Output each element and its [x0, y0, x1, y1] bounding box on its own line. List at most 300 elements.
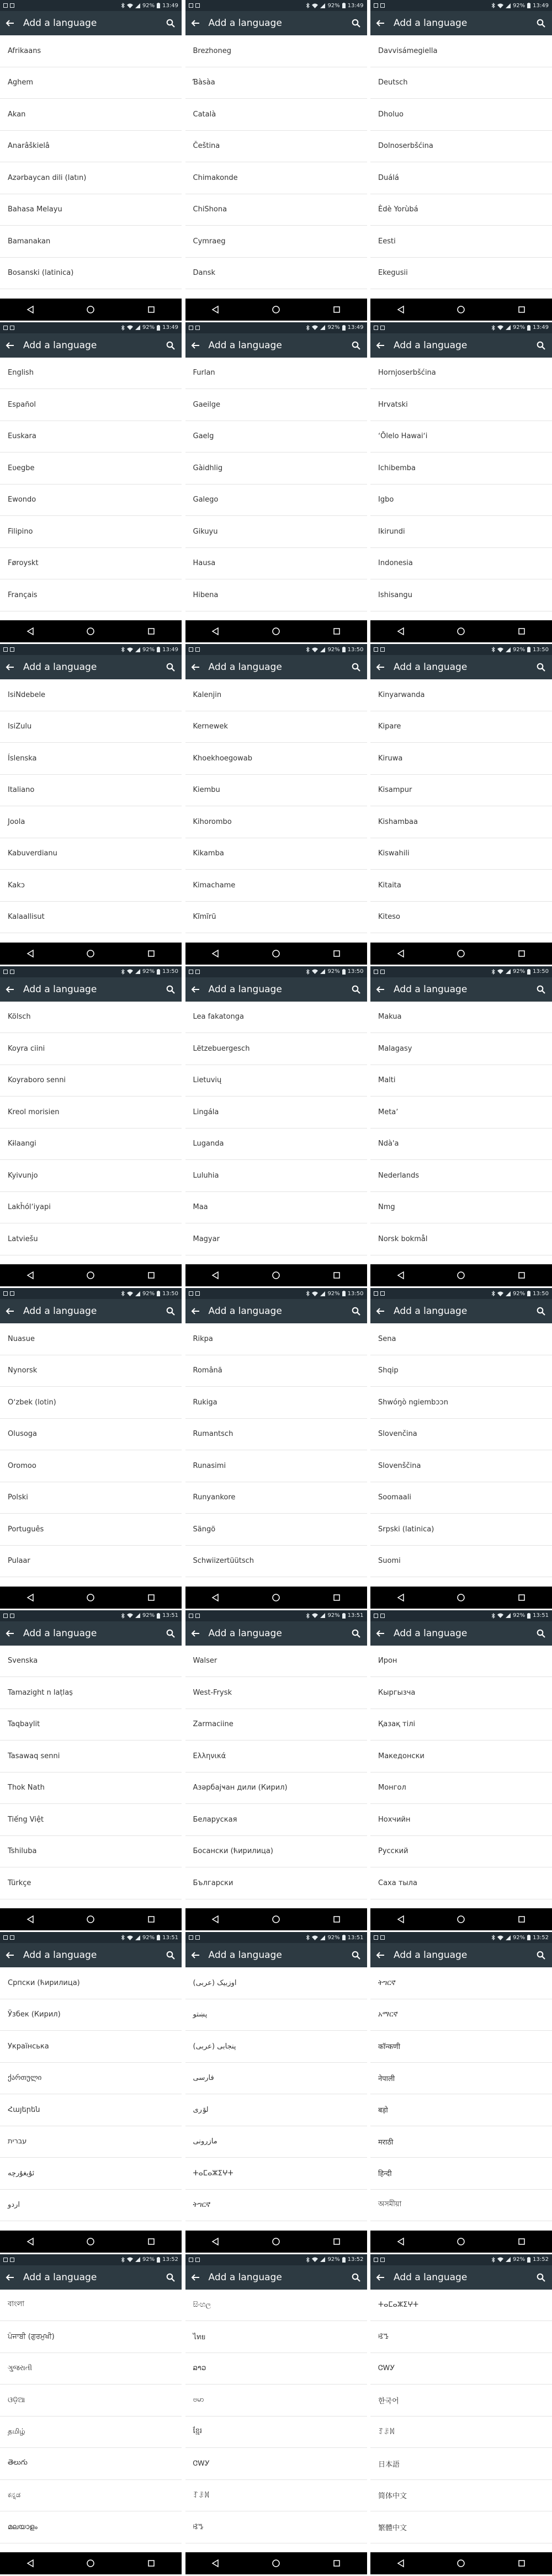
language-item[interactable]: Čeština — [185, 131, 367, 163]
language-item[interactable]: West-Frysk — [185, 1677, 367, 1709]
language-item[interactable]: Euskara — [0, 421, 182, 453]
nav-home-button[interactable] — [259, 1587, 293, 1609]
language-item[interactable]: Türkçe — [0, 1867, 182, 1899]
language-item[interactable]: ગુજરાતી — [0, 2353, 182, 2385]
language-item[interactable]: Rukiga — [185, 1387, 367, 1419]
language-item[interactable]: پنجابی (عربی) — [185, 2031, 367, 2063]
language-item[interactable]: Қазақ тілі — [370, 1709, 552, 1741]
language-item[interactable]: עברית — [0, 2126, 182, 2158]
back-button[interactable] — [185, 977, 205, 1002]
language-item[interactable]: Ирон — [370, 1646, 552, 1678]
language-item[interactable]: Shwóŋò ngiembɔɔn — [370, 1387, 552, 1419]
language-item[interactable]: Furlan — [185, 358, 367, 390]
nav-back-button[interactable] — [384, 1587, 417, 1609]
nav-recents-button[interactable] — [505, 943, 538, 965]
language-item[interactable]: IsiNdebele — [0, 679, 182, 711]
nav-home-button[interactable] — [259, 299, 293, 321]
back-button[interactable] — [185, 1299, 205, 1323]
nav-back-button[interactable] — [199, 1587, 232, 1609]
language-item[interactable]: Pulaar — [0, 1546, 182, 1578]
language-list[interactable] — [185, 358, 367, 621]
language-item[interactable]: Runasimi — [185, 1450, 367, 1482]
language-item[interactable]: Nynorsk — [0, 1355, 182, 1387]
language-item[interactable]: Tasawaq senni — [0, 1741, 182, 1773]
language-item[interactable]: Olusoga — [0, 1419, 182, 1451]
language-item[interactable]: Kabuverdianu — [0, 838, 182, 870]
language-list[interactable] — [370, 679, 552, 943]
nav-home-button[interactable] — [444, 1264, 477, 1286]
language-item[interactable]: Кыргызча — [370, 1677, 552, 1709]
language-item[interactable]: Босански (ћирилица) — [185, 1836, 367, 1868]
language-list[interactable] — [0, 2290, 182, 2553]
nav-home-button[interactable] — [444, 943, 477, 965]
nav-recents-button[interactable] — [505, 1264, 538, 1286]
language-item[interactable]: Schwiizertüütsch — [185, 1546, 367, 1578]
language-list[interactable] — [0, 35, 182, 299]
search-button[interactable] — [345, 333, 367, 358]
search-button[interactable] — [160, 11, 182, 35]
language-item[interactable]: नेपाली — [370, 2063, 552, 2095]
language-item[interactable]: Kakɔ — [0, 870, 182, 902]
language-item[interactable]: Kölsch — [0, 1002, 182, 1034]
nav-home-button[interactable] — [259, 620, 293, 642]
language-item[interactable]: Български — [185, 1867, 367, 1899]
language-item[interactable]: Русский — [370, 1836, 552, 1868]
language-item[interactable]: मराठी — [370, 2126, 552, 2158]
search-button[interactable] — [530, 2265, 552, 2290]
nav-recents-button[interactable] — [320, 1908, 353, 1930]
nav-recents-button[interactable] — [505, 1908, 538, 1930]
language-item[interactable]: සිංහල — [185, 2290, 367, 2322]
language-item[interactable]: Soomaali — [370, 1482, 552, 1514]
language-list[interactable] — [370, 35, 552, 299]
search-button[interactable] — [160, 1299, 182, 1323]
language-item[interactable]: Kishambaa — [370, 806, 552, 838]
language-item[interactable]: ਪੰਜਾਬੀ (ਗੁਰਮੁਖੀ) — [0, 2321, 182, 2353]
nav-back-button[interactable] — [199, 620, 232, 642]
nav-back-button[interactable] — [199, 1264, 232, 1286]
nav-recents-button[interactable] — [135, 1908, 168, 1930]
language-item[interactable]: Kihorombo — [185, 806, 367, 838]
language-item[interactable]: پښتو — [185, 1999, 367, 2031]
back-button[interactable] — [370, 1621, 390, 1646]
language-item[interactable]: Latviešu — [0, 1223, 182, 1255]
language-list[interactable] — [185, 35, 367, 299]
language-item[interactable]: Thok Nath — [0, 1773, 182, 1805]
language-item[interactable]: Rumantsch — [185, 1419, 367, 1451]
language-item[interactable]: Азәрбајҹан дили (Кирил) — [185, 1773, 367, 1805]
nav-home-button[interactable] — [74, 1587, 107, 1609]
language-item[interactable]: తెలుగు — [0, 2448, 182, 2480]
nav-home-button[interactable] — [259, 2552, 293, 2574]
language-item[interactable]: Brezhoneg — [185, 35, 367, 67]
language-item[interactable]: Lingála — [185, 1097, 367, 1129]
language-item[interactable]: ꕙꔤ — [370, 2321, 552, 2353]
language-list[interactable] — [0, 1323, 182, 1587]
back-button[interactable] — [0, 655, 20, 679]
search-button[interactable] — [345, 655, 367, 679]
back-button[interactable] — [370, 1943, 390, 1967]
language-item[interactable]: മലയാളം — [0, 2511, 182, 2543]
language-item[interactable]: Svenska — [0, 1646, 182, 1678]
language-item[interactable]: Ewondo — [0, 485, 182, 517]
nav-recents-button[interactable] — [135, 620, 168, 642]
nav-back-button[interactable] — [199, 2552, 232, 2574]
back-button[interactable] — [0, 1621, 20, 1646]
language-item[interactable]: Norsk bokmål — [370, 1223, 552, 1255]
language-item[interactable]: Kiswahili — [370, 838, 552, 870]
language-item[interactable]: Polski — [0, 1482, 182, 1514]
nav-recents-button[interactable] — [505, 1587, 538, 1609]
language-item[interactable]: Sena — [370, 1323, 552, 1355]
language-item[interactable]: ئۇيغۇرچە — [0, 2158, 182, 2190]
language-list[interactable] — [185, 2290, 367, 2553]
nav-back-button[interactable] — [384, 1908, 417, 1930]
language-item[interactable]: Հայերեն — [0, 2094, 182, 2126]
language-item[interactable]: Dansk — [185, 258, 367, 290]
language-item[interactable]: Tamazight n laṭlaṣ — [0, 1677, 182, 1709]
search-button[interactable] — [160, 1621, 182, 1646]
back-button[interactable] — [0, 2265, 20, 2290]
back-button[interactable] — [185, 655, 205, 679]
language-item[interactable]: Kiteso — [370, 902, 552, 934]
nav-recents-button[interactable] — [320, 1587, 353, 1609]
language-item[interactable]: فارسی — [185, 2063, 367, 2095]
language-item[interactable]: Íslenska — [0, 743, 182, 775]
language-item[interactable]: ትግርኛ — [370, 1967, 552, 1999]
language-item[interactable]: Hausa — [185, 548, 367, 580]
language-item[interactable]: Chimakonde — [185, 162, 367, 194]
language-item[interactable]: Akan — [0, 99, 182, 131]
language-list[interactable] — [370, 2290, 552, 2553]
search-button[interactable] — [160, 333, 182, 358]
nav-back-button[interactable] — [384, 1264, 417, 1286]
nav-home-button[interactable] — [74, 943, 107, 965]
language-item[interactable]: Azərbaycan dili (latın) — [0, 162, 182, 194]
search-button[interactable] — [530, 1943, 552, 1967]
language-list[interactable] — [370, 358, 552, 621]
language-item[interactable]: Српски (ћирилица) — [0, 1967, 182, 1999]
language-item[interactable]: اردو — [0, 2190, 182, 2222]
nav-back-button[interactable] — [384, 299, 417, 321]
language-item[interactable]: Nederlands — [370, 1160, 552, 1192]
language-item[interactable]: ລາວ — [185, 2353, 367, 2385]
language-item[interactable]: Bamanakan — [0, 226, 182, 258]
language-item[interactable]: Magyar — [185, 1223, 367, 1255]
back-button[interactable] — [185, 2265, 205, 2290]
language-item[interactable]: Монгол — [370, 1773, 552, 1805]
language-item[interactable]: Kikamba — [185, 838, 367, 870]
language-item[interactable]: Eesti — [370, 226, 552, 258]
language-item[interactable]: Català — [185, 99, 367, 131]
language-item[interactable]: Македонски — [370, 1741, 552, 1773]
nav-back-button[interactable] — [199, 299, 232, 321]
language-item[interactable]: Ekegusii — [370, 258, 552, 290]
language-list[interactable] — [185, 1967, 367, 2231]
nav-recents-button[interactable] — [505, 2231, 538, 2253]
language-item[interactable]: ខ្មែរ — [185, 2417, 367, 2449]
language-item[interactable]: Koyra ciini — [0, 1033, 182, 1065]
language-item[interactable]: Khoekhoegowab — [185, 743, 367, 775]
language-item[interactable]: Duálá — [370, 162, 552, 194]
language-item[interactable]: Runyankore — [185, 1482, 367, 1514]
language-item[interactable]: Filipino — [0, 516, 182, 548]
language-item[interactable]: Kĩmĩrũ — [185, 902, 367, 934]
language-item[interactable]: कॉन्कणी — [370, 2031, 552, 2063]
language-item[interactable]: Hornjoserbšćina — [370, 358, 552, 390]
language-item[interactable]: Suomi — [370, 1546, 552, 1578]
language-item[interactable]: Français — [0, 579, 182, 611]
language-item[interactable]: Kisampur — [370, 775, 552, 807]
language-item[interactable]: 繁體中文 — [370, 2511, 552, 2543]
language-item[interactable]: Kitaita — [370, 870, 552, 902]
language-item[interactable]: Kreol morisien — [0, 1097, 182, 1129]
language-item[interactable]: ଓଡ଼ିଆ — [0, 2385, 182, 2417]
back-button[interactable] — [370, 655, 390, 679]
language-item[interactable]: Shqip — [370, 1355, 552, 1387]
search-button[interactable] — [345, 977, 367, 1002]
language-item[interactable]: ChiShona — [185, 194, 367, 226]
nav-back-button[interactable] — [199, 943, 232, 965]
nav-home-button[interactable] — [74, 620, 107, 642]
search-button[interactable] — [345, 1299, 367, 1323]
nav-recents-button[interactable] — [320, 620, 353, 642]
language-item[interactable]: 한국어 — [370, 2385, 552, 2417]
nav-recents-button[interactable] — [505, 2552, 538, 2574]
nav-back-button[interactable] — [14, 1908, 47, 1930]
nav-home-button[interactable] — [444, 2552, 477, 2574]
language-list[interactable] — [0, 679, 182, 943]
nav-recents-button[interactable] — [135, 2231, 168, 2253]
language-item[interactable]: Luluhia — [185, 1160, 367, 1192]
search-button[interactable] — [345, 1621, 367, 1646]
nav-back-button[interactable] — [14, 299, 47, 321]
language-item[interactable]: Lëtzebuergesch — [185, 1033, 367, 1065]
language-item[interactable]: Srpski (latinica) — [370, 1514, 552, 1546]
search-button[interactable] — [160, 655, 182, 679]
nav-recents-button[interactable] — [135, 1264, 168, 1286]
language-item[interactable]: Ελληνικά — [185, 1741, 367, 1773]
language-list[interactable] — [185, 1323, 367, 1587]
language-item[interactable]: Dholuo — [370, 99, 552, 131]
language-item[interactable]: Kiruwa — [370, 743, 552, 775]
language-item[interactable]: Português — [0, 1514, 182, 1546]
nav-home-button[interactable] — [444, 1908, 477, 1930]
language-item[interactable]: Gàidhlig — [185, 453, 367, 485]
nav-home-button[interactable] — [259, 943, 293, 965]
nav-home-button[interactable] — [259, 1264, 293, 1286]
language-list[interactable] — [0, 1002, 182, 1265]
language-item[interactable]: ဗမာ — [185, 2385, 367, 2417]
language-item[interactable]: बड़ो — [370, 2094, 552, 2126]
search-button[interactable] — [530, 333, 552, 358]
search-button[interactable] — [530, 1299, 552, 1323]
nav-back-button[interactable] — [14, 620, 47, 642]
nav-home-button[interactable] — [74, 2552, 107, 2574]
language-item[interactable]: Tshiluba — [0, 1836, 182, 1868]
language-item[interactable]: Dolnoserbšćina — [370, 131, 552, 163]
language-item[interactable]: Metaʼ — [370, 1097, 552, 1129]
search-button[interactable] — [530, 655, 552, 679]
nav-home-button[interactable] — [74, 1908, 107, 1930]
language-item[interactable]: ಕನ್ನಡ — [0, 2480, 182, 2512]
language-item[interactable]: Afrikaans — [0, 35, 182, 67]
language-item[interactable]: Беларуская — [185, 1804, 367, 1836]
language-list[interactable] — [185, 1646, 367, 1909]
language-item[interactable]: اوزبیک (عربی) — [185, 1967, 367, 1999]
language-item[interactable]: বাংলা — [0, 2290, 182, 2322]
language-item[interactable]: ꕙꔤ — [185, 2511, 367, 2543]
language-item[interactable]: Ikirundi — [370, 516, 552, 548]
language-item[interactable]: Ɓàsàa — [185, 67, 367, 99]
nav-back-button[interactable] — [14, 1264, 47, 1286]
nav-recents-button[interactable] — [505, 299, 538, 321]
search-button[interactable] — [345, 2265, 367, 2290]
search-button[interactable] — [345, 1943, 367, 1967]
language-item[interactable]: Lea fakatonga — [185, 1002, 367, 1034]
language-item[interactable]: Èdè Yorùbá — [370, 194, 552, 226]
nav-recents-button[interactable] — [320, 2552, 353, 2574]
language-item[interactable]: Hrvatski — [370, 389, 552, 421]
search-button[interactable] — [160, 2265, 182, 2290]
language-item[interactable]: Malagasy — [370, 1033, 552, 1065]
language-item[interactable]: Oʻzbek (lotin) — [0, 1387, 182, 1419]
language-item[interactable]: Eʋegbe — [0, 453, 182, 485]
nav-back-button[interactable] — [14, 2552, 47, 2574]
back-button[interactable] — [185, 11, 205, 35]
language-list[interactable] — [370, 1323, 552, 1587]
language-item[interactable]: لۊری — [185, 2094, 367, 2126]
language-item[interactable]: Kernewek — [185, 711, 367, 743]
nav-back-button[interactable] — [14, 2231, 47, 2253]
language-item[interactable]: Slovenščina — [370, 1450, 552, 1482]
nav-recents-button[interactable] — [505, 620, 538, 642]
language-item[interactable]: Ishisangu — [370, 579, 552, 611]
language-item[interactable]: Bahasa Melayu — [0, 194, 182, 226]
language-item[interactable]: Kalaallisut — [0, 902, 182, 934]
language-list[interactable] — [370, 1002, 552, 1265]
back-button[interactable] — [0, 11, 20, 35]
language-item[interactable]: Aghem — [0, 67, 182, 99]
language-item[interactable]: Joola — [0, 806, 182, 838]
nav-home-button[interactable] — [259, 2231, 293, 2253]
language-item[interactable]: Davvisámegiella — [370, 35, 552, 67]
language-item[interactable]: Igbo — [370, 485, 552, 517]
back-button[interactable] — [0, 1299, 20, 1323]
language-item[interactable]: Kyivunjo — [0, 1160, 182, 1192]
language-list[interactable] — [185, 1002, 367, 1265]
back-button[interactable] — [370, 977, 390, 1002]
language-item[interactable]: Hibena — [185, 579, 367, 611]
language-list[interactable] — [185, 679, 367, 943]
nav-back-button[interactable] — [384, 620, 417, 642]
language-list[interactable] — [0, 358, 182, 621]
language-item[interactable]: Українська — [0, 2031, 182, 2063]
nav-recents-button[interactable] — [320, 299, 353, 321]
language-item[interactable]: Kipare — [370, 711, 552, 743]
language-list[interactable] — [0, 1967, 182, 2231]
language-item[interactable]: Română — [185, 1355, 367, 1387]
language-item[interactable]: 日本語 — [370, 2448, 552, 2480]
back-button[interactable] — [0, 977, 20, 1002]
language-item[interactable]: Maa — [185, 1192, 367, 1224]
language-item[interactable]: ᏣᎳᎩ — [370, 2353, 552, 2385]
language-item[interactable]: Indonesia — [370, 548, 552, 580]
nav-recents-button[interactable] — [320, 2231, 353, 2253]
search-button[interactable] — [160, 977, 182, 1002]
language-item[interactable]: Cymraeg — [185, 226, 367, 258]
nav-recents-button[interactable] — [320, 943, 353, 965]
language-item[interactable]: Slovenčina — [370, 1419, 552, 1451]
language-item[interactable]: Bosanski (latinica) — [0, 258, 182, 290]
search-button[interactable] — [160, 1943, 182, 1967]
language-item[interactable]: Anarâškielâ — [0, 131, 182, 163]
language-item[interactable]: ქართული — [0, 2063, 182, 2095]
search-button[interactable] — [530, 11, 552, 35]
language-item[interactable]: Føroyskt — [0, 548, 182, 580]
language-item[interactable]: Español — [0, 389, 182, 421]
nav-back-button[interactable] — [384, 943, 417, 965]
back-button[interactable] — [0, 1943, 20, 1967]
language-item[interactable]: Lietuvių — [185, 1065, 367, 1097]
language-item[interactable]: Ndàꞌa — [370, 1129, 552, 1161]
language-list[interactable] — [370, 1967, 552, 2231]
nav-back-button[interactable] — [14, 943, 47, 965]
back-button[interactable] — [370, 1299, 390, 1323]
language-item[interactable]: Kimachame — [185, 870, 367, 902]
nav-home-button[interactable] — [444, 2231, 477, 2253]
language-item[interactable]: Gaelg — [185, 421, 367, 453]
back-button[interactable] — [370, 2265, 390, 2290]
language-item[interactable]: Gikuyu — [185, 516, 367, 548]
language-item[interactable]: مازرونی — [185, 2126, 367, 2158]
nav-home-button[interactable] — [74, 2231, 107, 2253]
nav-home-button[interactable] — [74, 299, 107, 321]
language-item[interactable]: Kɨlaangi — [0, 1129, 182, 1161]
search-button[interactable] — [530, 977, 552, 1002]
nav-recents-button[interactable] — [135, 1587, 168, 1609]
nav-back-button[interactable] — [384, 2552, 417, 2574]
nav-back-button[interactable] — [14, 1587, 47, 1609]
language-item[interactable]: Koyraboro senni — [0, 1065, 182, 1097]
language-item[interactable]: ⵜⴰⵎⴰⵣⵉⵖⵜ — [185, 2158, 367, 2190]
language-item[interactable]: Nmg — [370, 1192, 552, 1224]
language-item[interactable]: Sängö — [185, 1514, 367, 1546]
language-item[interactable]: Kiembu — [185, 775, 367, 807]
nav-back-button[interactable] — [199, 2231, 232, 2253]
language-item[interactable]: Саха тыла — [370, 1867, 552, 1899]
language-item[interactable]: አማርኛ — [370, 1999, 552, 2031]
nav-home-button[interactable] — [444, 1587, 477, 1609]
search-button[interactable] — [345, 11, 367, 35]
language-item[interactable]: Luganda — [185, 1129, 367, 1161]
nav-home-button[interactable] — [74, 1264, 107, 1286]
back-button[interactable] — [370, 11, 390, 35]
language-item[interactable]: Oromoo — [0, 1450, 182, 1482]
language-item[interactable]: हिन्दी — [370, 2158, 552, 2190]
language-item[interactable]: ትግርኛ — [185, 2190, 367, 2222]
back-button[interactable] — [185, 333, 205, 358]
search-button[interactable] — [530, 1621, 552, 1646]
nav-home-button[interactable] — [259, 1908, 293, 1930]
language-item[interactable]: Ichibemba — [370, 453, 552, 485]
language-item[interactable]: Tiếng Việt — [0, 1804, 182, 1836]
language-item[interactable]: Lakȟólʼiyapi — [0, 1192, 182, 1224]
nav-home-button[interactable] — [444, 620, 477, 642]
language-item[interactable]: ꆈꌠꉙ — [370, 2417, 552, 2449]
language-item[interactable]: Malti — [370, 1065, 552, 1097]
nav-recents-button[interactable] — [320, 1264, 353, 1286]
